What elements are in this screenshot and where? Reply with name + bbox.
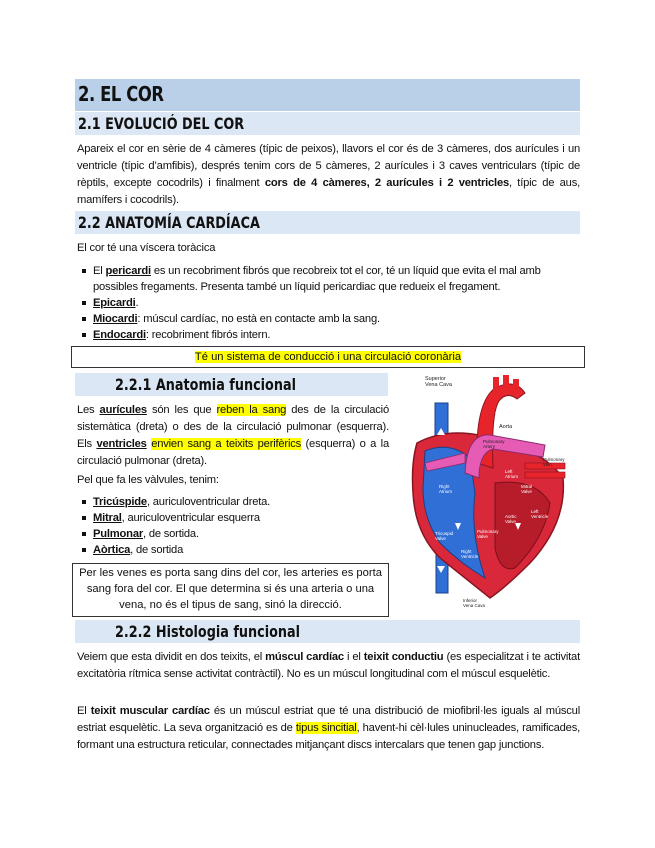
list-item: Miocardi: múscul cardíac, no està en contacte amb la sang. xyxy=(82,311,580,327)
pulmonary-vein xyxy=(525,472,565,478)
heart-diagram xyxy=(395,373,580,613)
subsection-heading-funcional xyxy=(75,373,388,396)
label-mitral-valve: Mitral Valve xyxy=(521,484,532,494)
aorta-branch-2 xyxy=(503,375,509,389)
chapter-heading xyxy=(75,79,580,111)
subsection-title: 2.2.2 Histologia funcional xyxy=(115,622,301,641)
label-left-atrium: Left Atrium xyxy=(505,469,519,479)
subsection-heading-histologia xyxy=(75,620,580,643)
section-title: 2.2 ANATOMÍA CARDÍACA xyxy=(78,213,260,232)
aorta-branch-3 xyxy=(513,379,519,393)
paragraph-muscul: El teixit muscular cardíac és un múscul estriat que té una distribució de miofibril·les iguals al múscul estriat esquelètic. La seva organització es de tipus sincitial, havent-hi cèl·lules uninucleades, ramificades, formant una estructura reticular, connectades mitjançant discs intercalars que tenen gap junctions. xyxy=(77,705,581,751)
paragraph-valvules: Pel que fa les vàlvules, tenim: xyxy=(77,474,219,486)
section-heading-evolucio xyxy=(75,112,580,135)
list-item: Tricúspide, auriculoventricular dreta. xyxy=(82,494,382,510)
list-item: Aòrtica, de sortida xyxy=(82,542,382,558)
note-box-venes: Per les venes es porta sang dins del cor, les arteries es porta sang fora del cor. El que determina si és una arteria o una vena, no és el tipus de sang, sinó la direcció. xyxy=(72,563,389,617)
layer-list xyxy=(82,263,580,343)
paragraph-evolucio: Apareix el cor en sèrie de 4 càmeres (típic de peixos), llavors el cor és de 3 càmeres, dos aurícules i un ventricle (típic d’amfibis), després tenim cors de 5 càmeres, 2 aurícules i 3 caves ventriculars (típic de rèptils, excepte cocodrils) i finalment cors de 4 càmeres, 2 aurícules i 2 ventricles, típic de aus, mamífers i cocodrils). xyxy=(77,143,581,206)
label-inferior-vena-cava: Inferior Vena Cava xyxy=(463,598,486,608)
list-item: El pericardi es un recobriment fibrós que recobreix tot el cor, té un líquid que evita el mal amb possibles fregaments. Presenta també un líquid pericardiac que redueix el fregament. xyxy=(82,263,580,295)
label-aortic-valve: Aortic Valve xyxy=(505,514,517,524)
chapter-title: 2. EL COR xyxy=(78,82,164,106)
paragraph-intro: El cor té una víscera toràcica xyxy=(77,242,216,254)
label-pulmonary-valve: Pulmonary Valve xyxy=(477,529,499,539)
section-title: 2.1 EVOLUCIÓ DEL COR xyxy=(78,114,245,133)
label-superior-vena-cava: Superior Vena Cava xyxy=(425,376,452,388)
label-pulmonary-artery: Pulmonary Artery xyxy=(483,439,505,449)
note-box: Té un sistema de conducció i una circulació coronària xyxy=(71,346,585,368)
valve-list xyxy=(82,494,382,558)
list-item: Epicardi. xyxy=(82,295,580,311)
label-right-ventricle: Right Ventricle xyxy=(461,549,479,559)
label-aorta: Aorta xyxy=(499,424,513,430)
list-item: Mitral, auriculoventricular esquerra xyxy=(82,510,382,526)
subsection-title: 2.2.1 Anatomia funcional xyxy=(115,375,296,394)
section-heading-anatomia xyxy=(75,211,580,234)
list-item: Pulmonar, de sortida. xyxy=(82,526,382,542)
label-pulmonary-vein: Pulmonary Vein xyxy=(543,457,565,467)
list-item: Endocardi: recobriment fibrós intern. xyxy=(82,327,580,343)
label-tricuspid-valve: Tricuspid Valve xyxy=(435,531,454,541)
label-right-atrium: Right Atrium xyxy=(439,484,453,494)
left-ventricle xyxy=(495,482,550,569)
paragraph-auricules: Les aurícules són les que reben la sang des de la circulació sistemàtica (dreta) o des de la circulació pulmonar (esquerra). Els ventricles envien sang a teixits perifèrics (esquerra) o a la circulació pulmonar (dreta). xyxy=(77,404,389,467)
label-left-ventricle: Left Ventricle xyxy=(531,509,549,519)
aorta-branch-1 xyxy=(493,377,499,393)
paragraph-teixits: Veiem que esta dividit en dos teixits, el múscul cardíac i el teixit conductiu (es especialitzat i te activitat excitatòria rítmica sense activitat contràctil). No es un múscul longitudinal com el múscul esquelètic. xyxy=(77,651,580,680)
